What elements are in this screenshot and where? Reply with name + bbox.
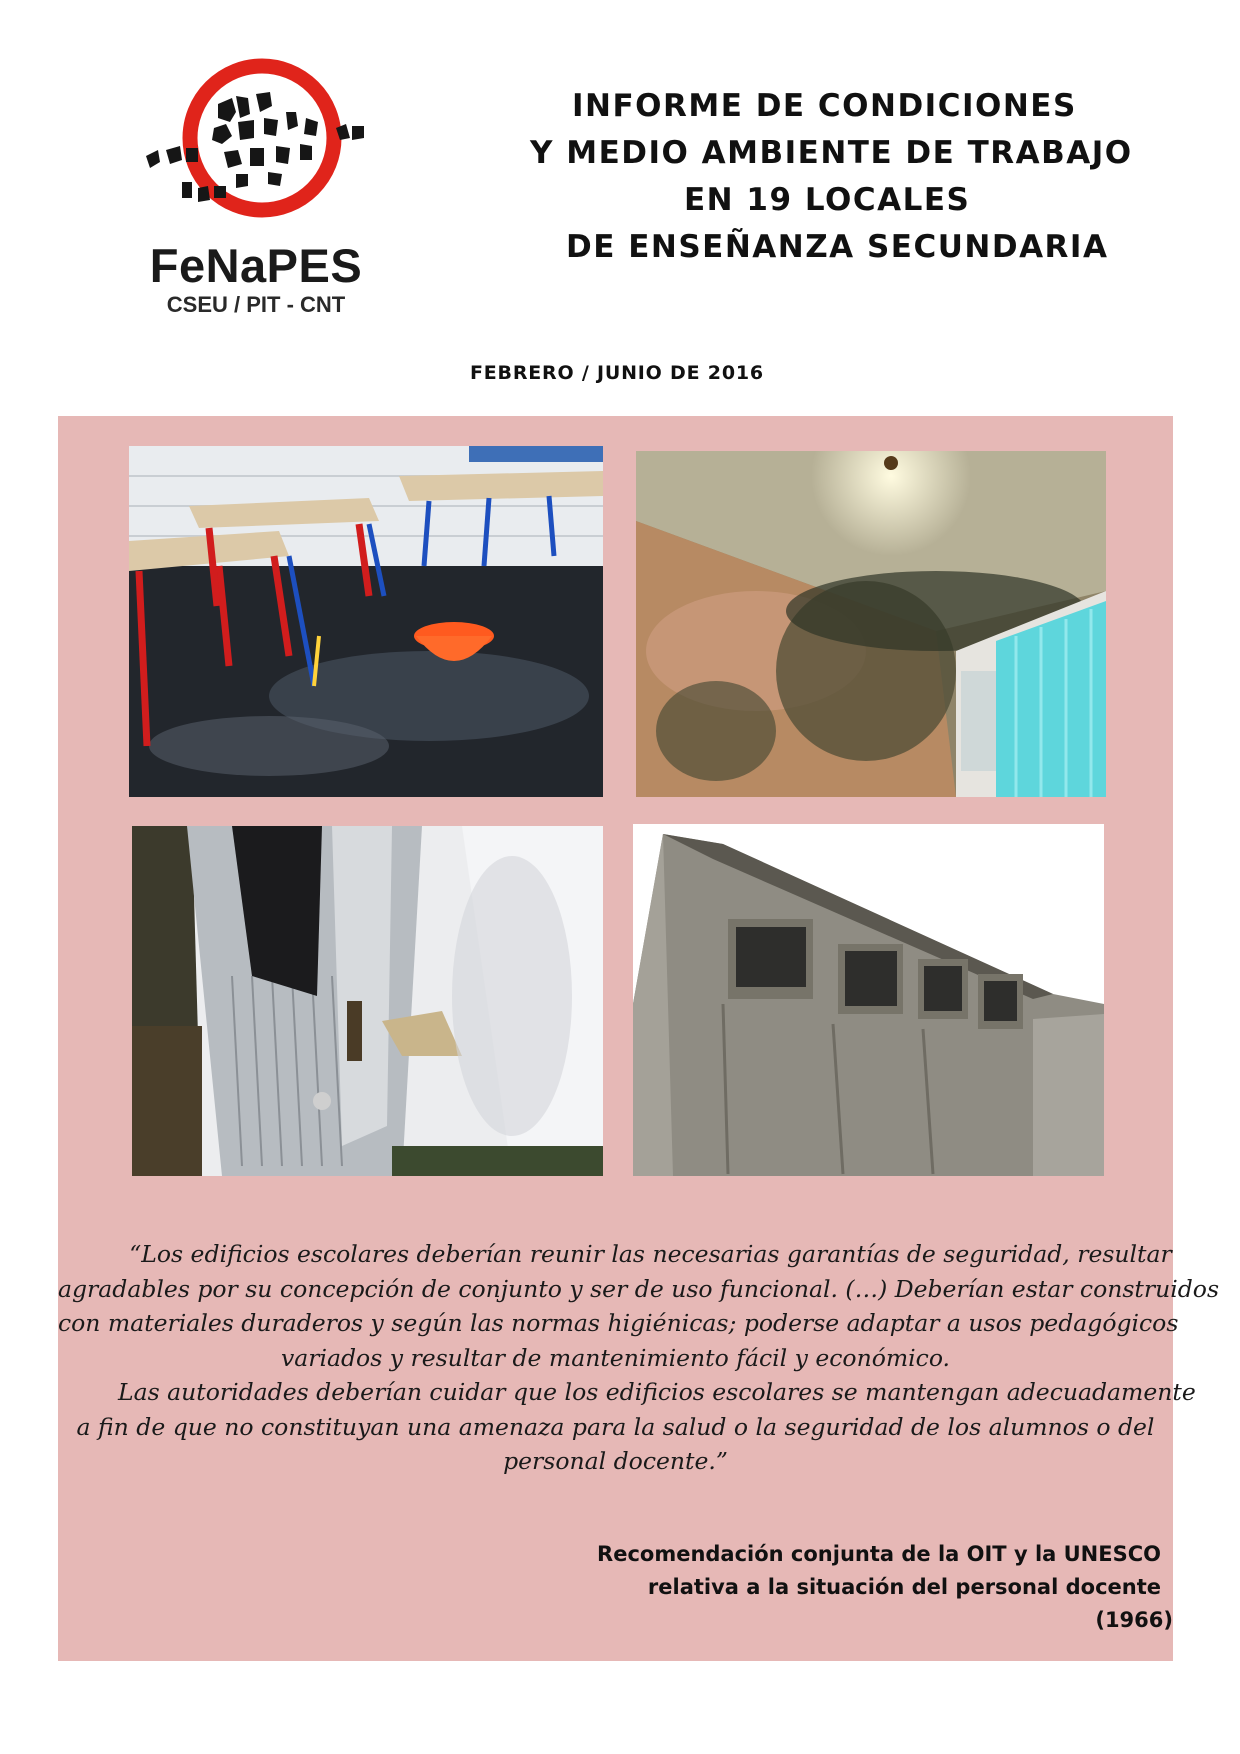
- photo-moldy-ceiling: [636, 451, 1106, 797]
- quote-attribution: [597, 1538, 1173, 1637]
- fenapes-emblem-icon: [136, 56, 382, 246]
- quote-line: Las autoridades deberían cuidar que los edificios escolares se mantengan adecuadamente: [118, 1378, 1196, 1406]
- quote-line: “Los edificios escolares deberían reunir las necesarias garantías de seguridad, resultar: [129, 1240, 1172, 1268]
- photo-concrete-building: [633, 824, 1104, 1176]
- title-line: EN 19 LOCALES: [684, 182, 971, 218]
- report-date: FEBRERO / JUNIO DE 2016: [470, 362, 764, 384]
- attribution-line: Recomendación conjunta de la OIT y la UNESCO: [597, 1542, 1161, 1566]
- quote-line: personal docente.”: [503, 1447, 728, 1475]
- quote-line: variados y resultar de mantenimiento fácil y económico.: [280, 1343, 951, 1372]
- quote-line: agradables por su concepción de conjunto y ser de uso funcional. (…) Deberían estar construidos: [58, 1274, 1220, 1303]
- title-line: INFORME DE CONDICIONES: [572, 88, 1077, 124]
- attribution-line: (1966): [1095, 1608, 1173, 1632]
- attribution-line: relativa a la situación del personal docente: [647, 1575, 1161, 1599]
- title-line: DE ENSEÑANZA SECUNDARIA: [566, 229, 1109, 265]
- title-line: Y MEDIO AMBIENTE DE TRABAJO: [530, 135, 1133, 171]
- quote-line: a fin de que no constituyan una amenaza para la salud o la seguridad de los alumnos o del: [76, 1412, 1155, 1441]
- quote-line: con materiales duraderos y según las normas higiénicas; poderse adaptar a usos pedagógicos: [58, 1309, 1179, 1337]
- fenapes-logo: [128, 56, 384, 324]
- logo-subtitle: CSEU / PIT - CNT: [166, 292, 346, 317]
- quote-block: [58, 1237, 1220, 1479]
- photo-broken-door: [132, 826, 603, 1176]
- content-panel: [58, 416, 1220, 1661]
- photo-flooded-classroom: [129, 446, 603, 797]
- logo-name: FeNaPES: [149, 239, 363, 292]
